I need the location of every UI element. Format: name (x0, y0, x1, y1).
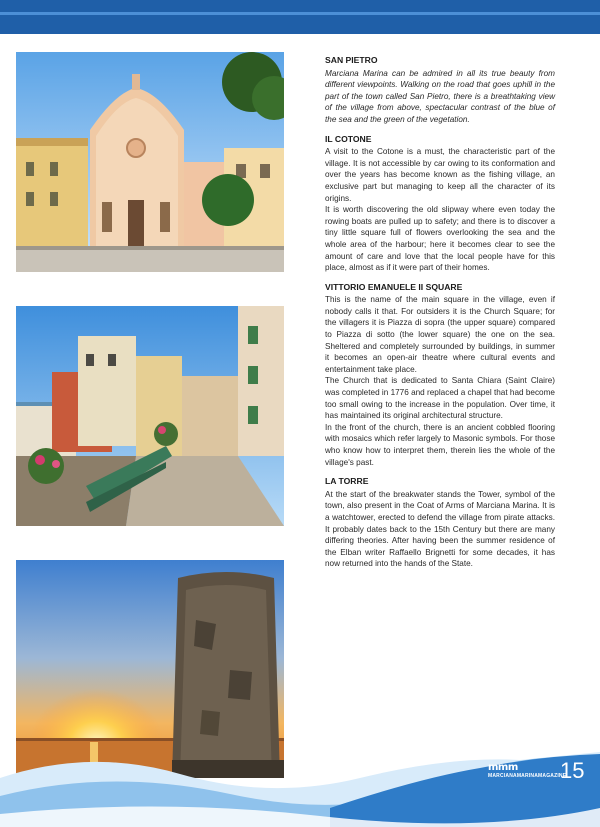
section-paragraph: It is worth discovering the old slipway where even today the rowing boats are pulled up to safety; and there is to discover a tiny little square full of flowers overlooking the sea and the whole area of the harbour; here it becomes clear to see the amount of care and love that the local people have for this place, almost as if it were part of their homes. (325, 205, 555, 273)
page-number: 15 (560, 758, 585, 783)
article-text (325, 55, 555, 578)
section-vittorio-emanuele (325, 282, 555, 469)
section-title: LA TORRE (325, 476, 369, 487)
section-paragraph: At the start of the breakwater stands the Tower, symbol of the town, also present in the Coat of Arms of Marciana Marina. It is a watchtower, erected to defend the village from pirate attacks. It probably dates back to the 15th Century but there are many differing theories. After having been the summer residence of the Elban writer Raffaello Brignetti for some decades, it has now returned into the hands of the State. (325, 489, 555, 569)
section-paragraph: This is the name of the main square in the village, even if nobody calls it that. For outsiders it is the Church Square; for the villagers it is Piazza di sopra (the upper square) compared to Piazza di sotto (the lower square) the one on the sea. Sheltered and completely surrounded by buildings, in summer it becomes an open-air theatre where cultural events and entertainment take place. (325, 295, 555, 374)
church-photo (16, 52, 284, 272)
brand-mark: mmm (488, 762, 518, 773)
section-san-pietro (325, 55, 555, 126)
section-paragraph: In the front of the church, there is an ancient cobbled flooring with mosaics which refer largely to Masonic symbols. For those who know how to interpret them, therein lies the whole of the village's past. (325, 422, 555, 467)
section-title: VITTORIO EMANUELE II SQUARE (325, 281, 463, 292)
header-stripe (0, 12, 600, 15)
section-paragraph: A visit to the Cotone is a must, the characteristic part of the village. It is not accessible by car owing to its conformation and over the years has become known as the fishing village, an exclusive part but managing to keep all the character of its origins. (325, 147, 555, 203)
header-bar (0, 0, 600, 34)
alley-photo (16, 306, 284, 526)
section-il-cotone (325, 134, 555, 274)
section-paragraph: The Church that is dedicated to Santa Chiara (Saint Claire) was completed in 1776 and replaced a chapel that had become too small owing to the increase in the population. Over time, it has maintained its original architectural structure. (325, 376, 555, 421)
brand-name: MARCIANAMARINAMAGAZINE (488, 773, 567, 779)
magazine-logo (488, 762, 567, 784)
section-title: SAN PIETRO (325, 55, 378, 65)
section-la-torre (325, 476, 555, 570)
section-paragraph: Marciana Marina can be admired in all its true beauty from different viewpoints. Walking on the road that goes uphill in the part of the town called San Pietro, there is a breathtaking view of the village from above, spectacular contrast of the blue of the sea and the green of the vegetation. (325, 68, 555, 124)
section-title: IL COTONE (325, 133, 372, 144)
